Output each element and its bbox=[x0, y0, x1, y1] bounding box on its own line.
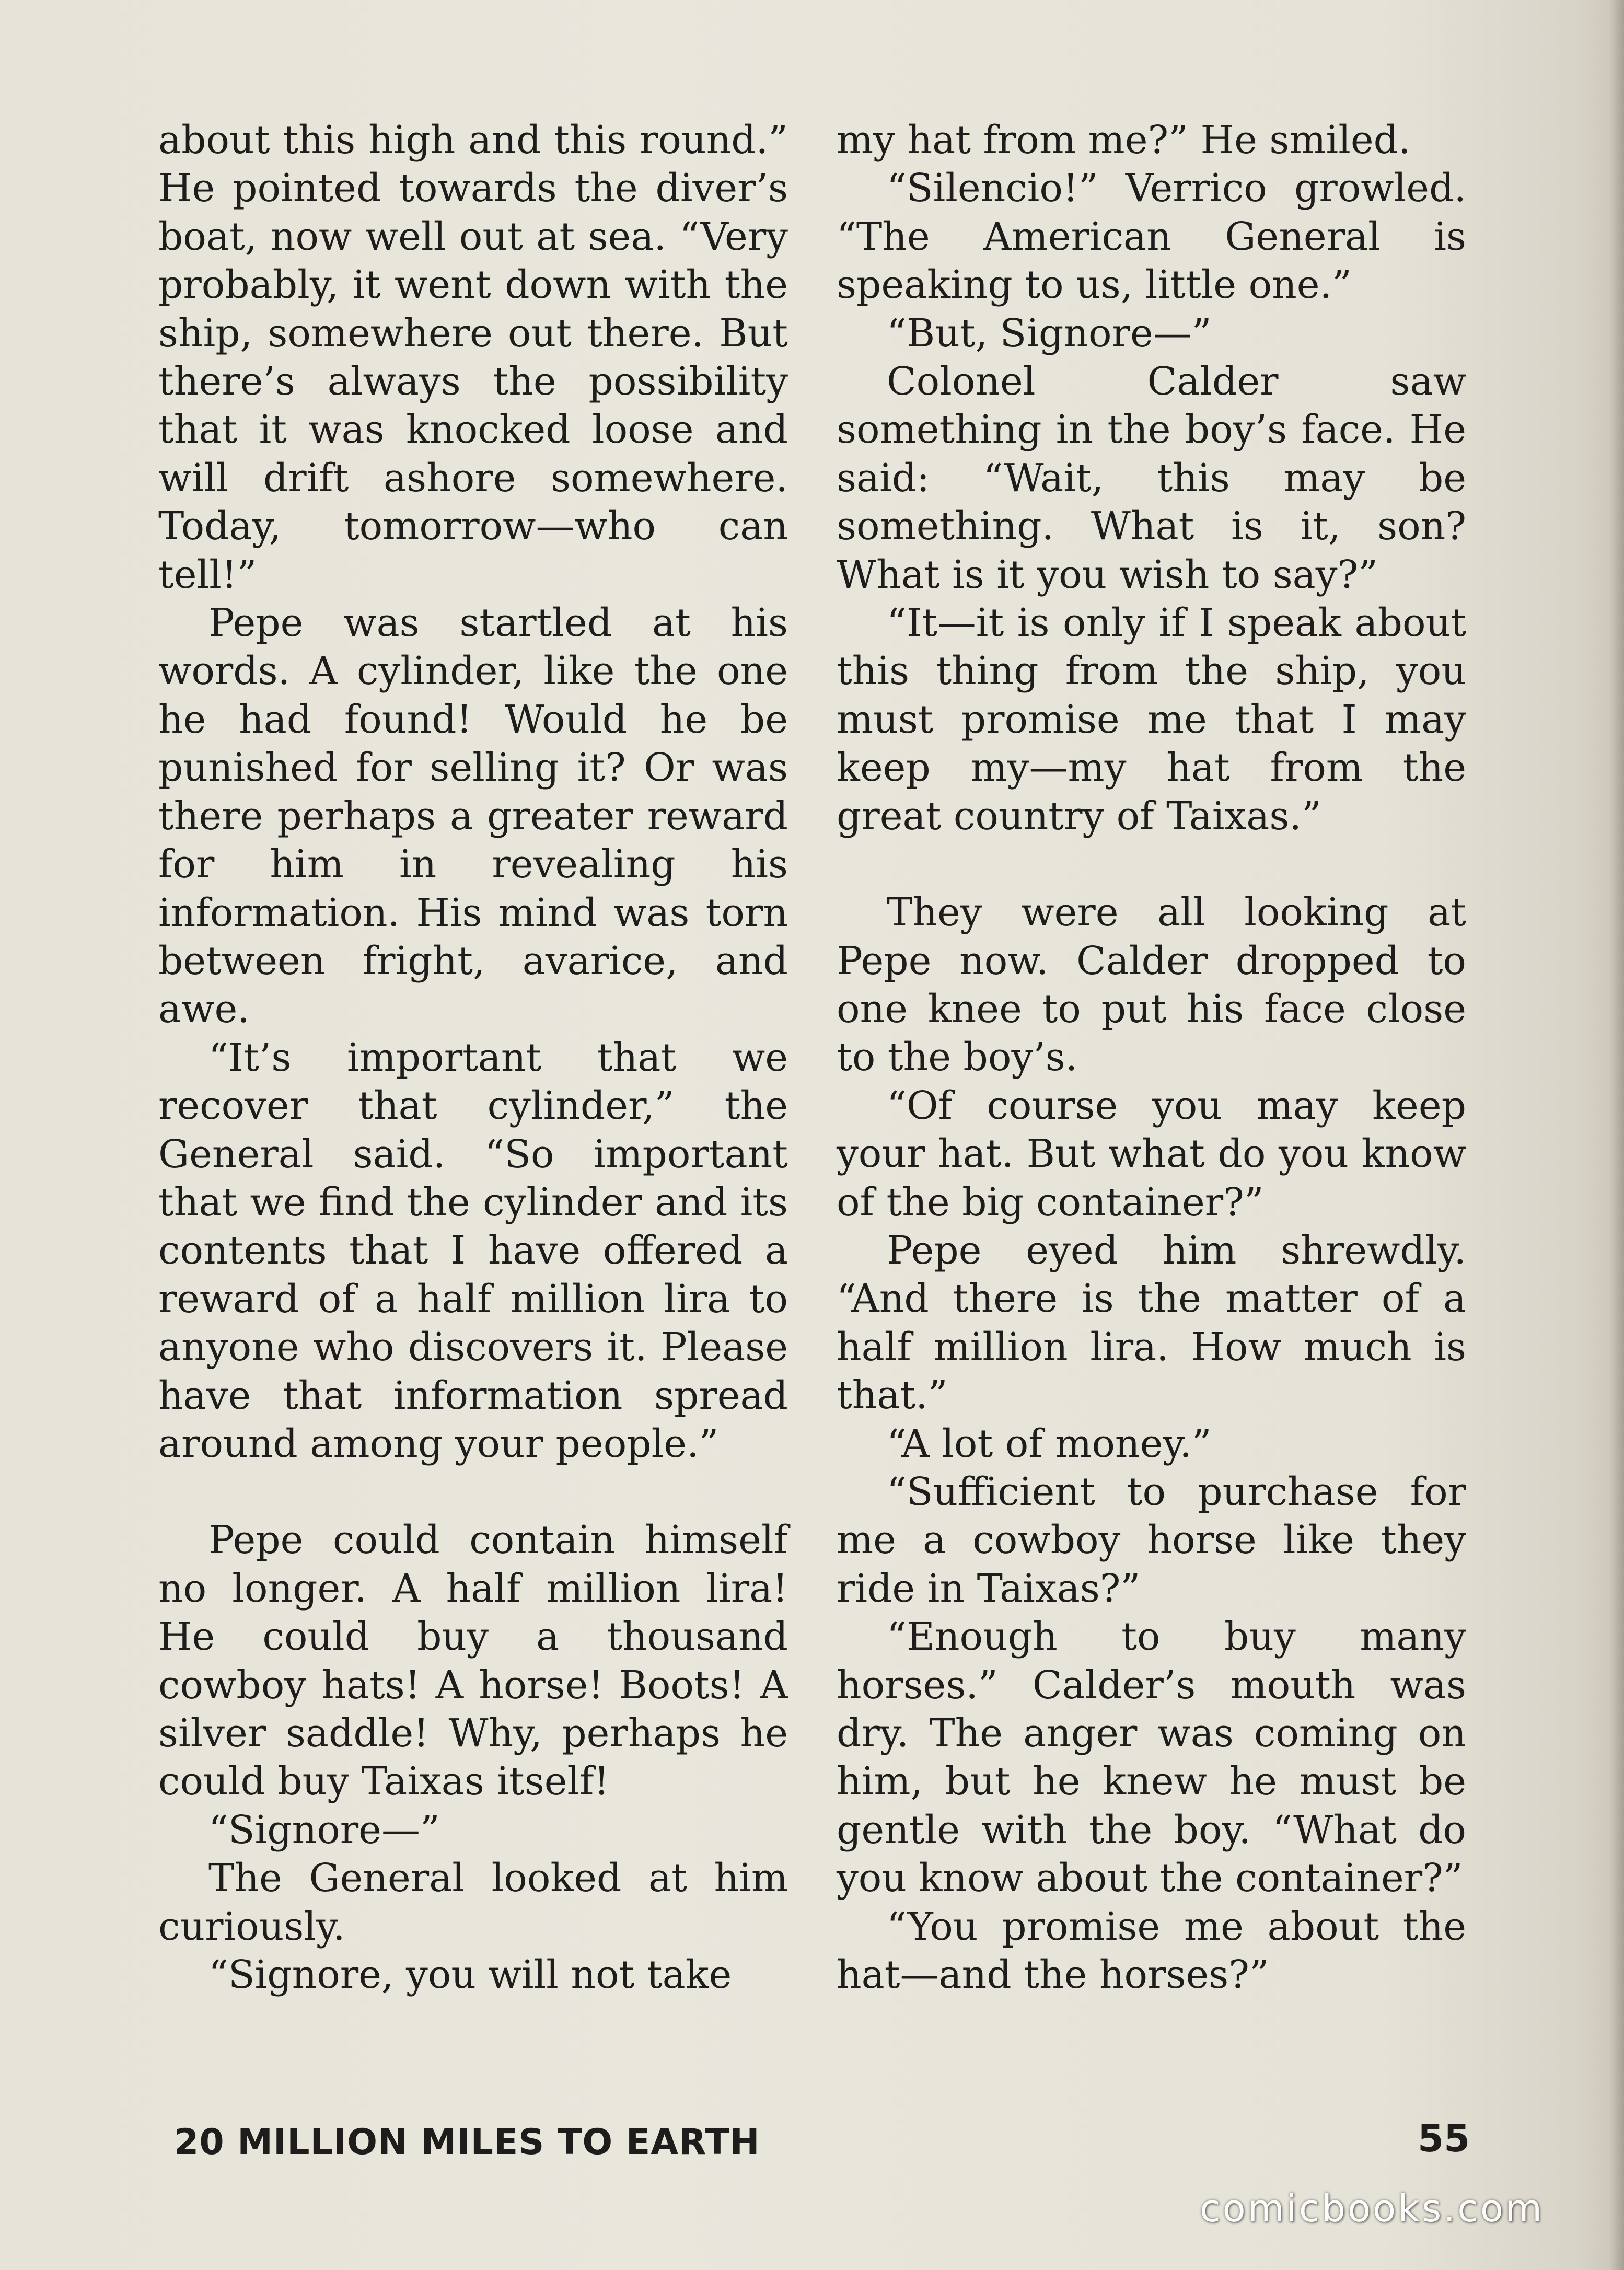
paragraph: “Enough to buy many horses.” Calder’s mouth was dry. The anger was coming on him, but he knew he must be gentle with the boy. “What do you know about the container?” bbox=[837, 1614, 1466, 1901]
page-number: 55 bbox=[1418, 2116, 1470, 2160]
paragraph: “Silencio!” Verrico growled. “The American General is speaking to us, little one.” bbox=[837, 166, 1466, 308]
paragraph: “It’s important that we recover that cylinder,” the General said. “So important that we find the cylinder and its contents that I have offered a reward of a half million lira to anyone who discovers it. Please have that information spread around among your people.” bbox=[158, 1035, 788, 1466]
paragraph: Pepe eyed him shrewdly. “And there is the matter of a half million lira. How much is that.” bbox=[837, 1227, 1466, 1418]
paragraph: Colonel Calder saw something in the boy’s face. He said: “Wait, this may be something. What is it, son? What is it you wish to say?” bbox=[837, 359, 1466, 597]
paragraph: “Signore, you will not take bbox=[208, 1952, 732, 1998]
paragraph: The General looked at him curiously. bbox=[158, 1856, 788, 1949]
page-edge-shadow bbox=[1609, 0, 1624, 2270]
paragraph: “It—it is only if I speak about this thing from the ship, you must promise me that I may keep my—my hat from the great country of Taixas.” bbox=[837, 600, 1466, 839]
paragraph: They were all looking at Pepe now. Calder dropped to one knee to put his face close to the boy’s. bbox=[837, 890, 1466, 1080]
site-watermark: comicbooks.com bbox=[1200, 2186, 1545, 2230]
left-text-column bbox=[158, 116, 788, 2102]
paragraph: “Sufficient to purchase for me a cowboy horse like they ride in Taixas?” bbox=[837, 1469, 1466, 1611]
paragraph: Pepe was startled at his words. A cylinder, like the one he had found! Would he be punished for selling it? Or was there perhaps a greater reward for him in revealing his information. His mind was torn between fright, avarice, and awe. bbox=[158, 600, 788, 1032]
right-text-column bbox=[837, 116, 1466, 2102]
section-break bbox=[837, 840, 1466, 888]
paragraph: about this high and this round.” He pointed towards the diver’s boat, now well out at sea. “Very probably, it went down with the ship, somewhere out there. But there’s always the possibility that it was knocked loose and will drift ashore somewhere. Today, tomorrow—who can tell!” bbox=[158, 118, 788, 597]
running-footer-title: 20 MILLION MILES TO EARTH bbox=[174, 2122, 760, 2163]
paragraph: Pepe could contain himself no longer. A half million lira! He could buy a thousand cowboy hats! A horse! Boots! A silver saddle! Why, perhaps he could buy Taixas itself! bbox=[158, 1518, 788, 1804]
paragraph: my hat from me?” He smiled. bbox=[837, 118, 1411, 163]
paragraph: “You promise me about the hat—and the horses?” bbox=[837, 1904, 1466, 1998]
paragraph: “Of course you may keep your hat. But what do you know of the big container?” bbox=[837, 1083, 1466, 1225]
paragraph: “A lot of money.” bbox=[887, 1421, 1212, 1466]
paragraph: “But, Signore—” bbox=[887, 310, 1212, 356]
section-break bbox=[158, 1468, 788, 1516]
paragraph: “Signore—” bbox=[208, 1807, 440, 1852]
